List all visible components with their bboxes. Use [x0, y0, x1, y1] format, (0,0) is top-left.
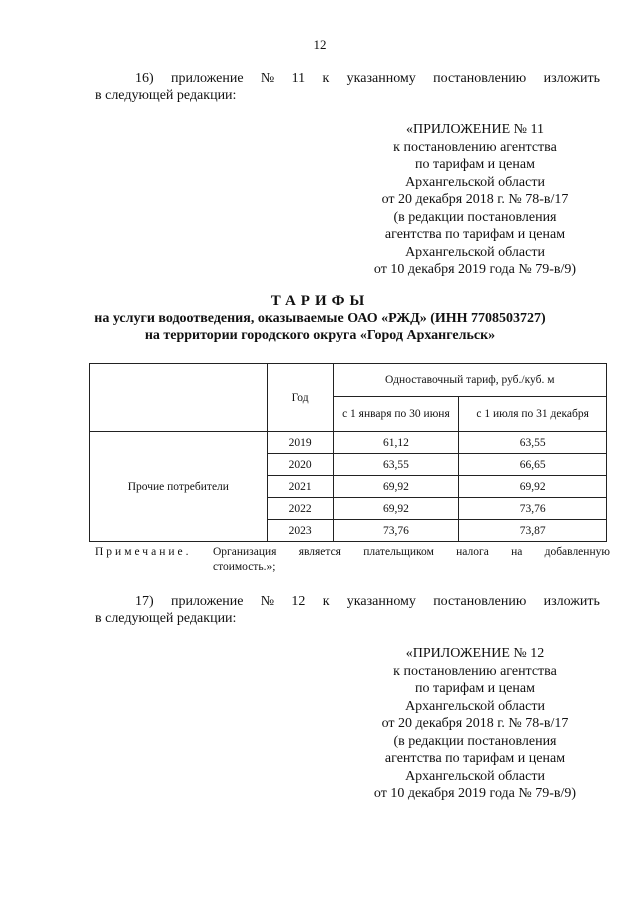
word: 16) [135, 71, 154, 86]
item-17-line-1 [95, 593, 600, 610]
item-16-line-1 [95, 70, 600, 87]
title-line-3: на территории городского округа «Город Архангельск» [144, 328, 496, 343]
tariff-cell: 61,12 [333, 432, 459, 454]
word: указанному [346, 594, 416, 609]
note-line-2: стоимость.»; [213, 561, 276, 573]
tariff-cell: 63,55 [459, 432, 607, 454]
word: постановлению [433, 71, 527, 86]
tariff-cell: 69,92 [333, 476, 459, 498]
tariffs-title [0, 293, 640, 344]
appendix-line: от 20 декабря 2018 г. № 78-в/17 [381, 716, 569, 731]
year-header: Год [267, 364, 333, 432]
year-cell: 2020 [267, 454, 333, 476]
appendix-line: Архангельской области [405, 768, 545, 784]
word: 11 [291, 71, 306, 86]
appendix-line: агентства по тарифам и ценам [384, 751, 566, 766]
period-1-header: с 1 января по 30 июня [333, 397, 459, 432]
tariff-cell: 66,65 [459, 454, 607, 476]
word: на [511, 546, 523, 558]
appendix-line: Архангельской области [405, 244, 545, 260]
item-16-line-2: в следующей редакции: [95, 88, 237, 103]
word: является [298, 546, 341, 558]
appendix-line: от 10 декабря 2019 года № 79-в/9) [373, 786, 577, 801]
word: плательщиком [363, 546, 434, 558]
word: приложение [170, 594, 244, 609]
word: 12 [291, 594, 306, 609]
note-line-1 [95, 545, 610, 560]
tariff-cell: 73,76 [459, 498, 607, 520]
appendix-line: Архангельской области [405, 174, 545, 190]
appendix-line: (в редакции постановления [393, 733, 557, 749]
tariff-cell: 73,87 [459, 520, 607, 542]
item-16-paragraph [95, 70, 600, 104]
consumer-cell: Прочие потребители [90, 432, 268, 542]
word: к [322, 71, 330, 86]
word: № [260, 71, 275, 86]
tariff-cell: 69,92 [333, 498, 459, 520]
year-cell: 2023 [267, 520, 333, 542]
word: приложение [171, 71, 244, 86]
appendix-12-header [345, 645, 605, 803]
tariff-cell: 69,92 [459, 476, 607, 498]
tariff-header: Одноставочный тариф, руб./куб. м [333, 364, 606, 397]
word: изложить [543, 594, 600, 609]
word: изложить [543, 71, 600, 86]
word: 17) [135, 594, 154, 609]
appendix-line: Архангельской области [405, 698, 545, 714]
item-17-line-2: в следующей редакции: [95, 611, 237, 626]
item-17-paragraph [95, 593, 600, 627]
word: налога [456, 546, 489, 558]
title-line-2: на услуги водоотведения, оказываемые ОАО «РЖД» (ИНН 7708503727) [94, 311, 546, 326]
appendix-line: «ПРИЛОЖЕНИЕ № 11 [406, 122, 544, 137]
appendix-line: от 20 декабря 2018 г. № 78-в/17 [381, 192, 569, 207]
year-cell: 2019 [267, 432, 333, 454]
appendix-line: по тарифам и ценам [415, 157, 535, 172]
word: № [260, 594, 275, 609]
appendix-line: «ПРИЛОЖЕНИЕ № 12 [405, 646, 545, 661]
appendix-line: по тарифам и ценам [415, 681, 535, 696]
appendix-line: (в редакции постановления [393, 209, 557, 225]
tariff-cell: 63,55 [333, 454, 459, 476]
table-note [95, 545, 610, 575]
table-row [90, 432, 607, 454]
word: указанному [346, 71, 416, 86]
word: постановлению [433, 594, 527, 609]
period-2-header: с 1 июля по 31 декабря [459, 397, 607, 432]
appendix-line: к постановлению агентства [393, 139, 557, 155]
appendix-11-header [345, 121, 605, 279]
table-header-row [90, 364, 607, 397]
year-cell: 2022 [267, 498, 333, 520]
empty-header-cell [90, 364, 268, 432]
page-number: 12 [313, 37, 327, 52]
word: Организация [213, 546, 277, 558]
year-cell: 2021 [267, 476, 333, 498]
note-label: Примечание. [95, 546, 192, 558]
tariff-cell: 73,76 [333, 520, 459, 542]
title-main: ТАРИФЫ [270, 293, 370, 309]
word: добавленную [544, 546, 610, 558]
appendix-line: к постановлению агентства [393, 663, 557, 679]
tariff-table [89, 363, 607, 542]
word: к [322, 594, 330, 609]
appendix-line: от 10 декабря 2019 года № 79-в/9) [373, 262, 577, 277]
appendix-line: агентства по тарифам и ценам [384, 227, 566, 242]
